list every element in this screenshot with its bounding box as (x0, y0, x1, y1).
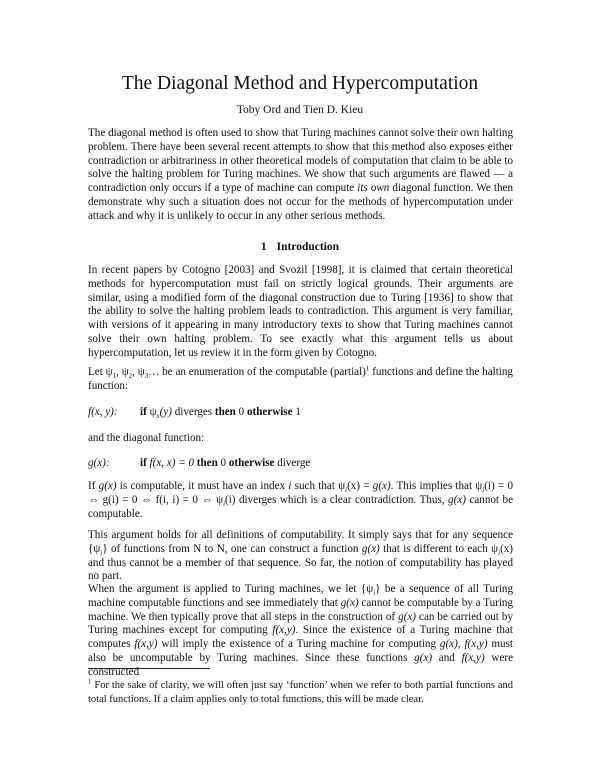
contradiction-paragraph: If g(x) is computable, it must have an index i such that $\psi_i(x) = g(x)$. This implies that $\psi_i(i) = 0$ ⇔ g(i) = 0 ⇔ f(i, i) = 0 ⇔ $\psi_i(i)$ diverges which is a clear contradiction. Thus, g(x) cannot be computable. (88, 480, 513, 520)
turing-application-paragraph: When the argument is applied to Turing machines, we let $\{\psi_i\}$ be a sequence of all Turing machine computable functions and see immediately that g(x) cannot be computable by a Turing machine. We then typically prove that all steps in the construction of g(x) can be carried out by Turing machines except for computing f(x,y). Since the existence of a Turing machine that computes f(x,y) will imply the existence of a Turing machine for computing g(x), f(x,y) must also be uncomputable by Turing machines. Since these functions g(x) and f(x,y) were constructed (88, 583, 513, 678)
footnote (88, 679, 513, 707)
enum-sub-2: 2 (128, 372, 133, 381)
enum-sep-1: , ψ (116, 366, 129, 378)
footnote-divider (88, 668, 210, 669)
paper-title: The Diagonal Method and Hypercomputation (121, 73, 479, 94)
enumeration-paragraph (88, 366, 513, 394)
halting-function-definition: f(x, y): if $\psi_x(y)$ diverges then 0 otherwise 1 (88, 406, 301, 421)
paper-authors: Toby Ord and Tien D. Kieu (236, 104, 364, 116)
enum-after-list: … be an enumeration of the computable (partial) (148, 366, 366, 378)
and-diagonal-text: and the diagonal function: (88, 432, 205, 444)
footnote-number: 1 (88, 677, 92, 686)
diagonal-lhs: g(x): (88, 457, 110, 469)
diagonal-function-definition: g(x): if f(x, x) = 0 then 0 otherwise diverge (88, 457, 311, 469)
halting-if: if (140, 406, 147, 418)
enum-sub-3: 3 (144, 372, 149, 381)
section-title: Introduction (276, 241, 340, 253)
halting-lhs: f(x, y): (88, 406, 118, 418)
enum-lead: Let ψ (88, 366, 113, 378)
footnote-text: For the sake of clarity, we will often just say ‘function’ when we refer to both partial functions and total functions. If a claim applies only to total functions, this will be made clear. (88, 680, 513, 705)
enum-tail: functions and define the halting function: (88, 366, 513, 392)
abstract-emphasis: its own (357, 182, 390, 195)
argument-holds-paragraph: This argument holds for all definitions of computability. It simply says that for any sequence $\{\psi_i\}$ of functions from N to N, one can construct a function g(x) that is different to each $\psi_i(x)$ and thus cannot be a member of that sequence. So far, the notion of computability has played no part. (88, 529, 513, 583)
section-number: 1 (260, 241, 267, 253)
section-heading (0, 241, 600, 253)
abstract-text-2: diagonal function. We then demonstrate why such a situation does not occur for the methods of hypercomputation under attack and why it is unlikely to occur in any other serious methods. (88, 182, 513, 222)
abstract (88, 127, 513, 224)
enum-sep-2: , ψ (132, 366, 145, 378)
intro-paragraph: In recent papers by Cotogno [2003] and Svozil [1998], it is claimed that certain theoretical methods for hypercomputation must fail on strictly logical grounds. Their arguments are similar, using a modified form of the diagonal construction due to Turing [1936] to show that the ability to solve the halting problem leads to contradiction. This argument is very familiar, with versions of it appearing in many introductory texts to show that Turing machines cannot solve their own halting problem. To see exactly what this argument tells us about hypercomputation, let us review it in the form given by Cotogno. (88, 264, 513, 359)
enum-sub-1: 1 (112, 372, 117, 381)
abstract-text-1: The diagonal method is often used to show that Turing machines cannot solve their own halting problem. There have been several recent attempts to show that this method also exposes either contradiction or arbitrariness in other theoretical models of computation that claim to be able to solve the halting problem for Turing machines. We show that such arguments are flawed — a contradiction only occurs if a type of machine can compute (88, 127, 513, 195)
footnote-marker: 1 (365, 364, 370, 373)
